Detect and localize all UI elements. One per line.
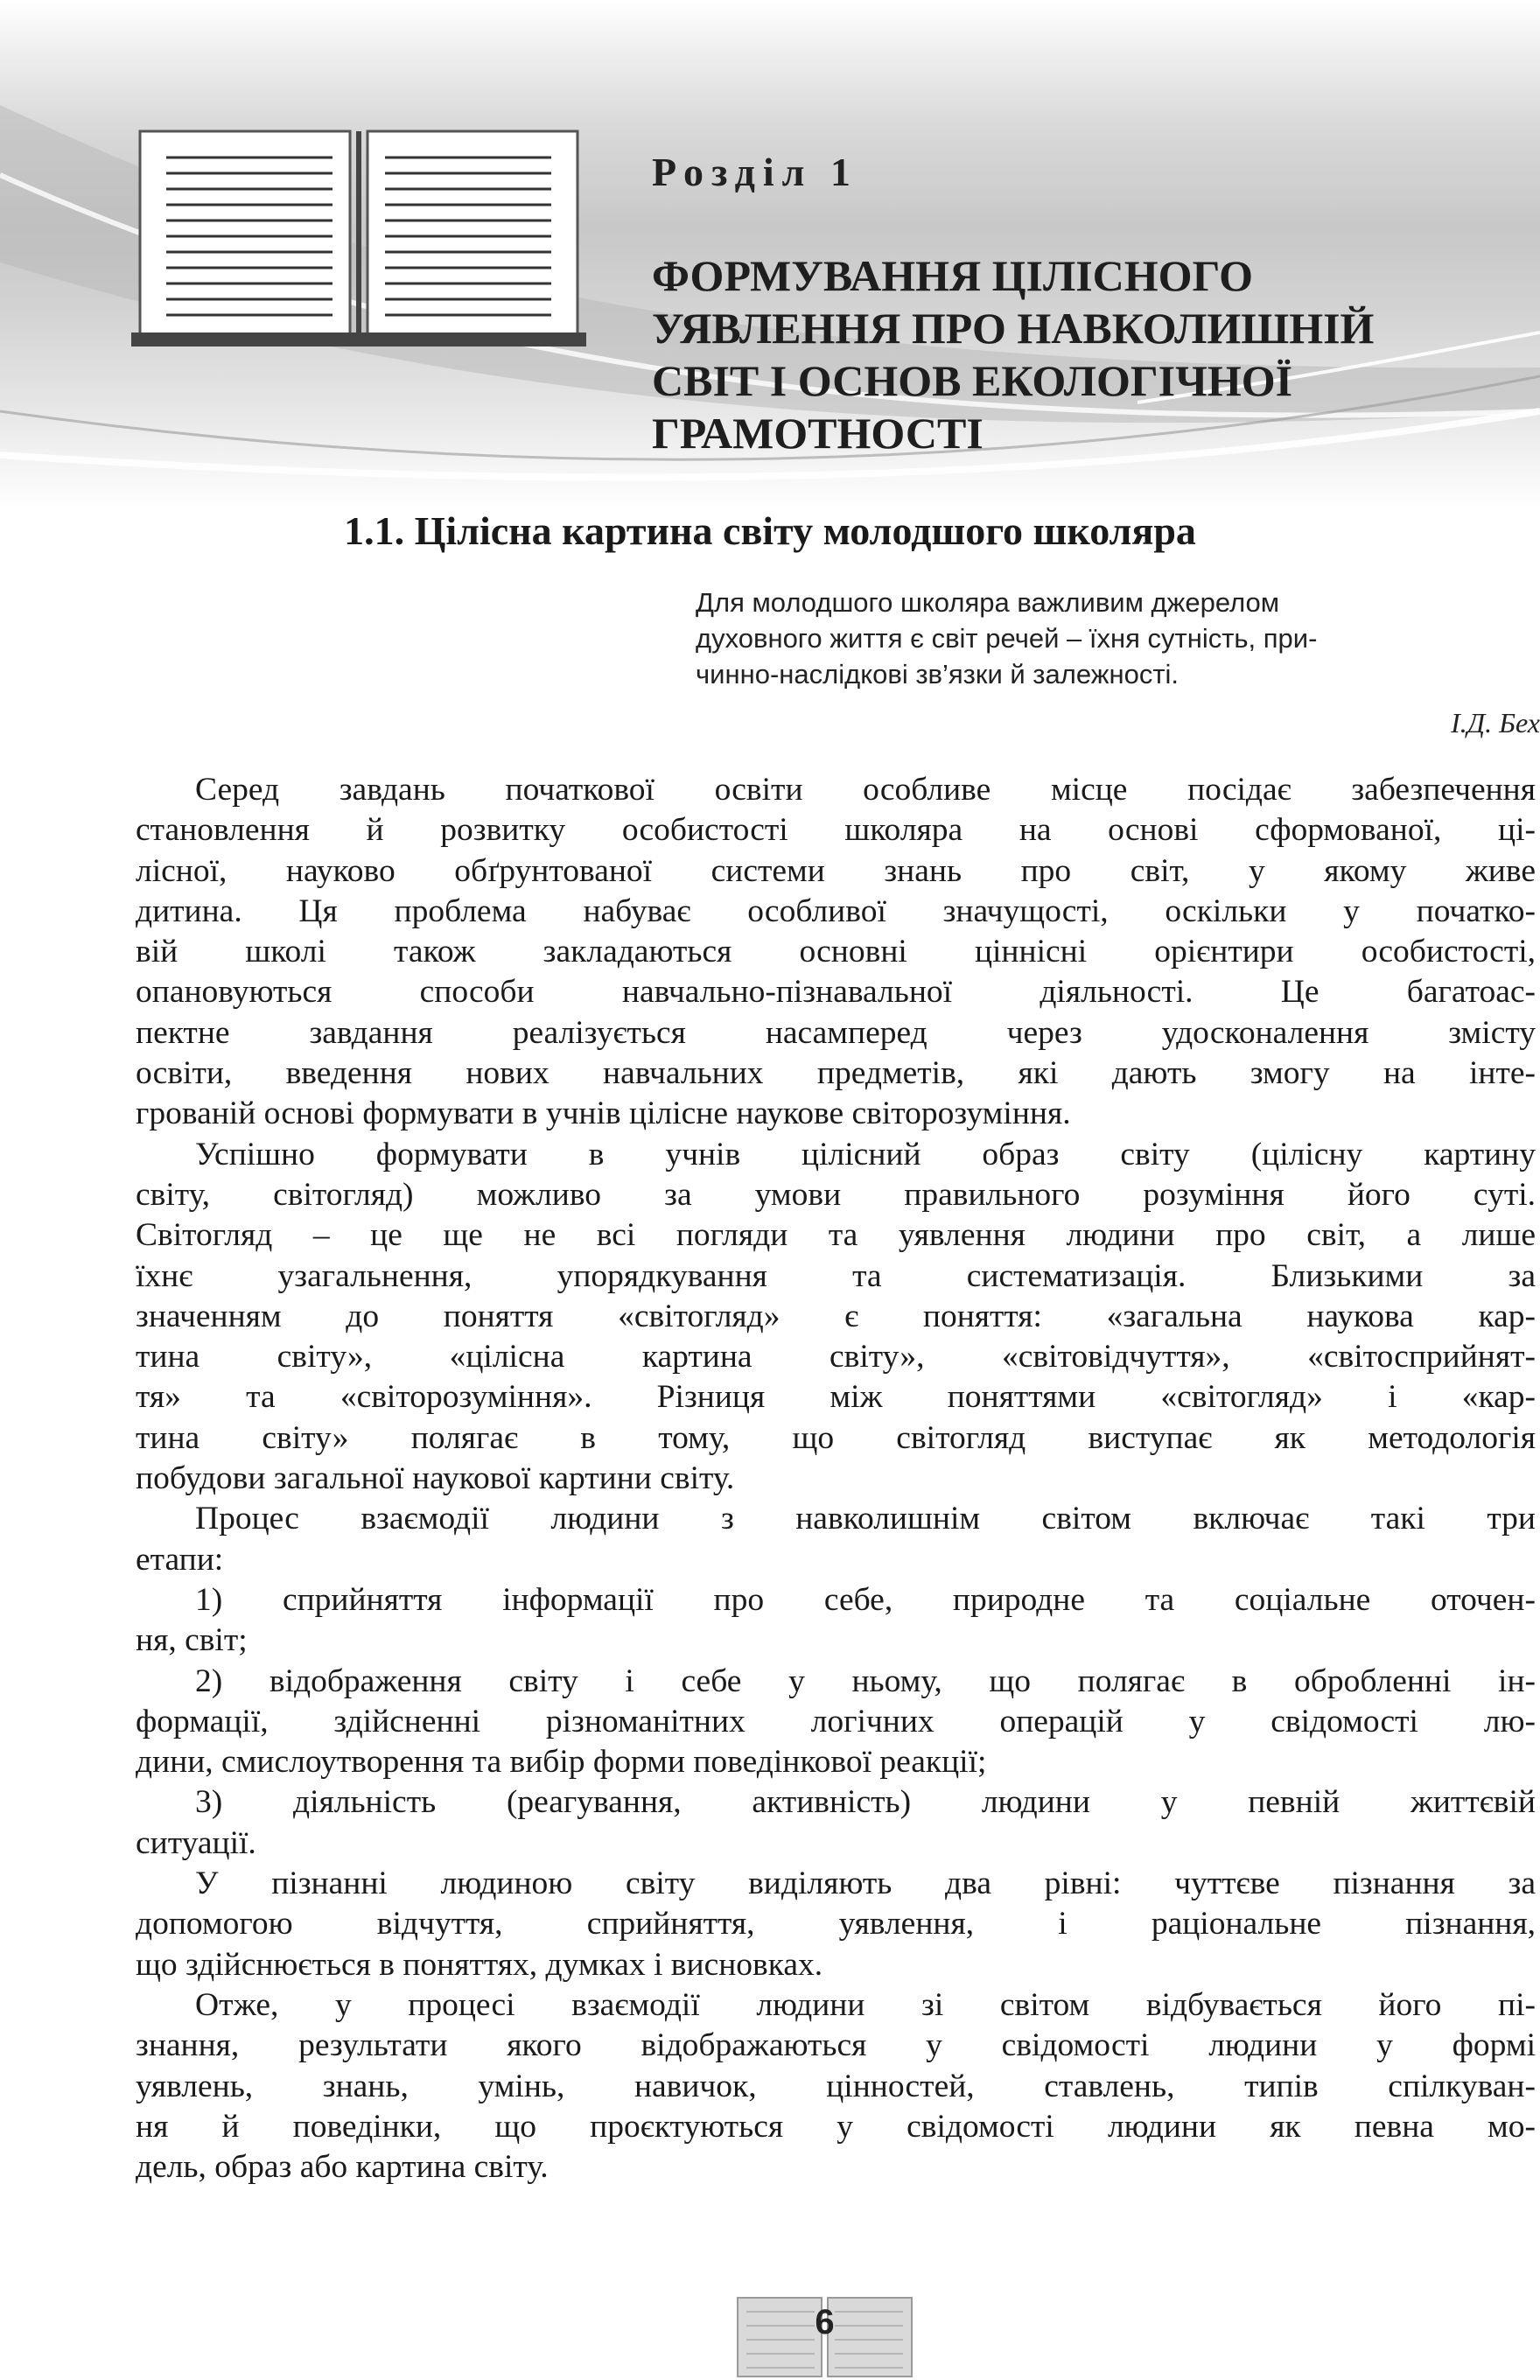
text-line: Процес взаємодії людини з навколишнім світом включає такі три — [195, 1501, 1536, 1537]
epigraph-line: Для молодшого школяра важливим джерелом — [696, 587, 1280, 618]
text-line: знання, результати якого відображаються у свідомості людини у формі — [136, 2027, 1536, 2064]
epigraph-line: духовного життя є світ речей – їхня сутність, при- — [696, 623, 1318, 654]
epigraph-line: чинно-наслідкові зв’язки й залежності. — [696, 659, 1180, 690]
text-line: формації, здійсненні різноманітних логічних операцій у свідомості лю- — [136, 1703, 1536, 1740]
text-line: значенням до поняття «світогляд» є поняття: «загальна наукова кар- — [136, 1298, 1536, 1334]
text-line: їхнє узагальнення, упорядкування та систематизація. Близькими за — [136, 1257, 1536, 1294]
text-line: Серед завдань початкової освіти особливе місце посідає забезпечення — [195, 772, 1536, 808]
chapter-title-line: СВІТ І ОСНОВ ЕКОЛОГІЧНОЇ — [652, 356, 1293, 405]
epigraph-author: І.Д. Бех — [1451, 707, 1540, 738]
text-line: що здійснюється в поняттях, думках і висновках. — [136, 1946, 823, 1983]
text-line: уявлень, знань, умінь, навичок, цінностей, ставлень, типів спілкуван- — [136, 2068, 1536, 2104]
text-line: етапи: — [136, 1541, 224, 1578]
chapter-title-line: ФОРМУВАННЯ ЦІЛІСНОГО — [652, 251, 1254, 300]
epigraph — [696, 584, 1536, 692]
text-line: 3) діяльність (реагування, активність) людини у певній життєвій — [195, 1784, 1536, 1821]
body-text — [136, 770, 1536, 2188]
text-line: Успішно формувати в учнів цілісний образ світу (цілісну картину — [195, 1136, 1536, 1172]
text-line: Світогляд – це ще не всі погляди та уявлення людини про світ, а лише — [136, 1217, 1536, 1254]
chapter-title-line: ГРАМОТНОСТІ — [652, 409, 984, 458]
text-line: дель, образ або картина світу. — [136, 2149, 549, 2186]
text-line: 1) сприйняття інформації про себе, природне та соціальне оточен- — [195, 1581, 1536, 1618]
text-line: лісної, науково обґрунтованої системи знань про світ, у якому живе — [136, 852, 1536, 889]
chapter-title — [652, 249, 1492, 459]
text-line: допомогою відчуття, сприйняття, уявлення, і раціональне пізнання, — [136, 1906, 1536, 1942]
chapter-banner — [0, 0, 1540, 508]
text-line: освіти, введення нових навчальних предметів, які дають змогу на інте- — [136, 1055, 1536, 1092]
text-line: побудови загальної наукової картини світу. — [136, 1460, 735, 1497]
text-line: У пізнанні людиною світу виділяють два рівні: чуттєве пізнання за — [195, 1866, 1536, 1902]
text-line: опановуються способи навчально-пізнавальної діяльності. Це багатоас- — [136, 974, 1536, 1011]
text-line: ситуації. — [136, 1824, 256, 1861]
text-line: ня й поведінки, що проєктуються у свідомості людини як певна мо- — [136, 2108, 1536, 2145]
text-line: грованій основі формувати в учнів цілісне наукове світорозуміння. — [136, 1096, 1071, 1132]
text-line: пектне завдання реалізується насамперед через удосконалення змісту — [136, 1014, 1536, 1051]
page-number: 6 — [815, 2303, 835, 2342]
text-line: тина світу» полягає в тому, що світогляд виступає як методологія — [136, 1419, 1536, 1456]
text-line: світу, світогляд) можливо за умови правильного розуміння його суті. — [136, 1176, 1536, 1213]
text-line: Отже, у процесі взаємодії людини зі світом відбувається його пі- — [195, 1986, 1536, 2023]
text-line: становлення й розвитку особистості школяра на основі сформованої, ці- — [136, 812, 1536, 849]
text-line: тя» та «світорозуміння». Різниця між поняттями «світогляд» і «кар- — [136, 1379, 1536, 1416]
text-line: дини, смислоутворення та вибір форми поведінкової реакції; — [136, 1744, 987, 1781]
open-book-icon — [131, 114, 586, 350]
text-line: дитина. Ця проблема набуває особливої значущості, оскільки у початко- — [136, 892, 1536, 929]
section-label: Розділ 1 — [652, 150, 858, 194]
text-line: тина світу», «цілісна картина світу», «світовідчуття», «світосприйнят- — [136, 1339, 1536, 1376]
text-line: вій школі також закладаються основні ціннісні орієнтири особистості, — [136, 934, 1536, 970]
text-line: ня, світ; — [136, 1622, 248, 1659]
section-heading: 1.1. Цілісна картина світу молодшого школяра — [344, 508, 1196, 553]
chapter-title-line: УЯВЛЕННЯ ПРО НАВКОЛИШНІЙ — [652, 304, 1375, 353]
text-line: 2) відображення світу і себе у ньому, що полягає в обробленні ін- — [195, 1662, 1536, 1699]
